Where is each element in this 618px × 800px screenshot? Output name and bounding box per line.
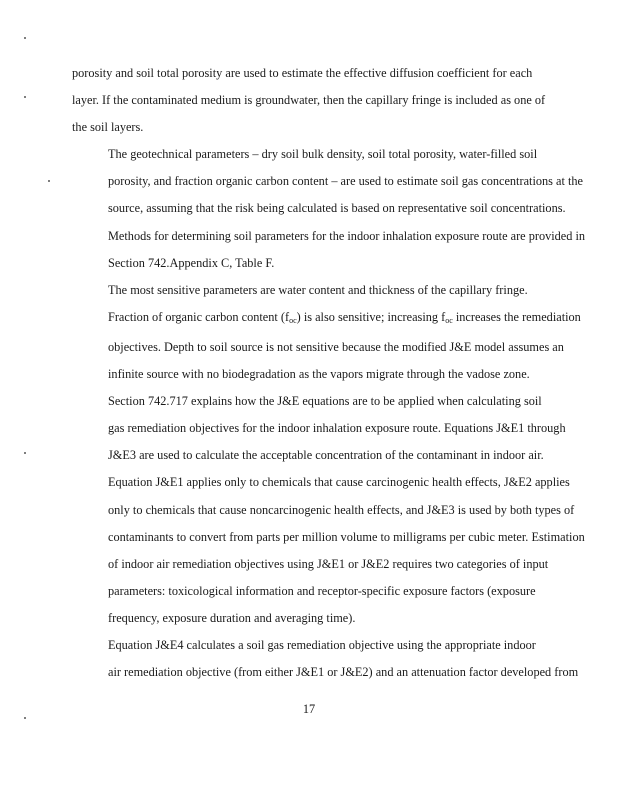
text-line: air remediation objective (from either J&E1 or J&E2) and an attenuation factor developed from: [108, 665, 579, 680]
subscript: oc: [289, 315, 297, 325]
scan-speck: [48, 180, 50, 182]
text-segment: Fraction of organic carbon content (f: [108, 309, 290, 324]
text-line: The most sensitive parameters are water content and thickness of the capillary fringe.: [108, 282, 528, 297]
body-text: [72, 60, 586, 686]
text-line: the soil layers.: [72, 120, 144, 135]
paragraph-4: [72, 388, 585, 632]
text-line-with-subscripts: [72, 304, 581, 334]
text-line: objectives. Depth to soil source is not sensitive because the modified J&E model assumes an: [108, 339, 564, 354]
text-line: infinite source with no biodegradation as the vapors migrate through the vadose zone.: [108, 367, 530, 382]
text-line: Equation J&E1 applies only to chemicals that cause carcinogenic health effects, J&E2 applies: [108, 475, 570, 490]
paragraph-5: [72, 632, 579, 686]
page-number: 17: [302, 702, 316, 716]
text-line: parameters: toxicological information and receptor-specific exposure factors (exposure: [108, 583, 536, 598]
text-line: source, assuming that the risk being calculated is based on representative soil concentrations.: [108, 201, 566, 216]
text-line: Methods for determining soil parameters for the indoor inhalation exposure route are provided in: [108, 228, 586, 243]
text-line: porosity, and fraction organic carbon content – are used to estimate soil gas concentrations at the: [108, 174, 583, 189]
paragraph-3: [72, 277, 581, 388]
scan-speck: [24, 37, 26, 39]
paragraph-1: [72, 60, 546, 141]
paragraph-2: [72, 141, 586, 276]
text-line: Section 742.Appendix C, Table F.: [108, 255, 275, 270]
text-segment: ) is also sensitive; increasing f: [296, 309, 446, 324]
text-line: porosity and soil total porosity are used to estimate the effective diffusion coefficient for each: [72, 66, 533, 80]
scan-speck: [24, 452, 26, 454]
scan-speck: [24, 717, 26, 719]
scan-speck: [24, 96, 26, 98]
text-line: layer. If the contaminated medium is groundwater, then the capillary fringe is included as one of: [72, 93, 546, 108]
text-line: Section 742.717 explains how the J&E equations are to be applied when calculating soil: [108, 394, 542, 409]
text-line: J&E3 are used to calculate the acceptable concentration of the contaminant in indoor air.: [108, 448, 544, 463]
text-line: The geotechnical parameters – dry soil bulk density, soil total porosity, water-filled soil: [108, 147, 538, 162]
text-segment: increases the remediation: [452, 309, 581, 324]
text-line: of indoor air remediation objectives using J&E1 or J&E2 requires two categories of input: [108, 556, 549, 571]
text-line: contaminants to convert from parts per million volume to milligrams per cubic meter. Estimation: [108, 529, 585, 544]
text-line: gas remediation objectives for the indoor inhalation exposure route. Equations J&E1 through: [108, 421, 566, 436]
subscript: oc: [445, 315, 453, 325]
text-line: Equation J&E4 calculates a soil gas remediation objective using the appropriate indoor: [108, 637, 536, 652]
text-line: only to chemicals that cause noncarcinogenic health effects, and J&E3 is used by both types of: [108, 502, 575, 517]
text-line: frequency, exposure duration and averaging time).: [108, 610, 356, 625]
